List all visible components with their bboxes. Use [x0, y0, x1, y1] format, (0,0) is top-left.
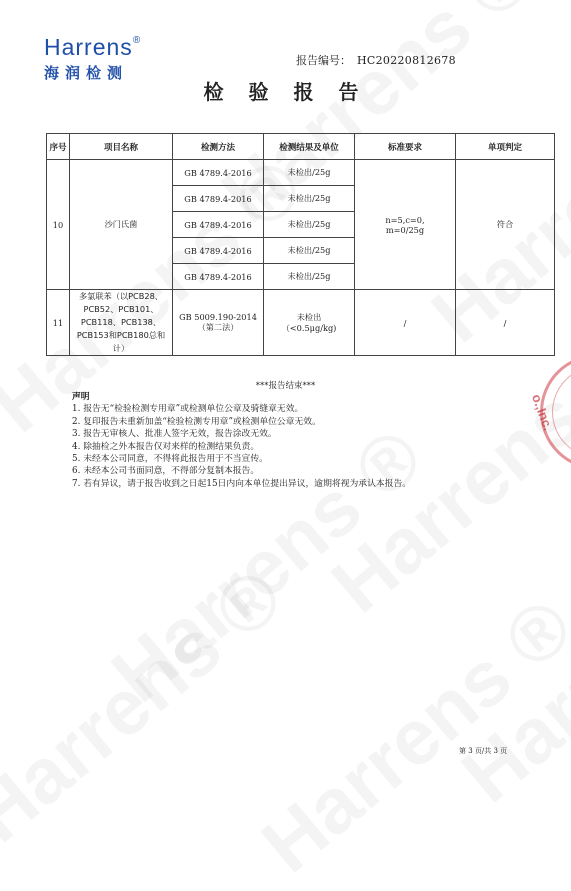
note-item: 4. 除抽检之外本报告仅对来样的检测结果负责。: [72, 441, 260, 452]
test-result: [264, 290, 355, 356]
test-result: 未检出/25g: [264, 160, 355, 186]
row-number: 11: [47, 290, 70, 356]
table-header-row: [47, 134, 555, 160]
judgement: 符合: [456, 160, 555, 290]
test-result: 未检出/25g: [264, 238, 355, 264]
test-method: [173, 290, 264, 356]
standard-requirement: [355, 160, 456, 290]
item-name: 沙门氏菌: [70, 160, 173, 290]
test-method: GB 4789.4-2016: [173, 160, 264, 186]
registered-mark: ®: [132, 35, 142, 46]
column-header: 序号: [47, 134, 70, 160]
report-end-mark: ***报告结束***: [255, 381, 316, 391]
notes-list: [72, 403, 411, 490]
note-item: 6. 未经本公司书面同意，不得部分复制本报告。: [72, 466, 260, 477]
method-line: GB 5009.190-2014: [179, 312, 257, 322]
item-name-line: 多氯联苯（以PCB28、: [78, 291, 163, 301]
result-line: （<0.5μg/kg): [281, 322, 337, 333]
standard-line: m=0/25g: [385, 224, 425, 235]
column-header: 项目名称: [70, 134, 173, 160]
test-method: GB 4789.4-2016: [173, 238, 264, 264]
method-line: （第二法）: [197, 322, 239, 332]
logo-name-en: Harrens: [44, 34, 133, 60]
item-name-line: 计）: [112, 343, 130, 353]
page-number: 第 3 页/共 3 页: [459, 747, 508, 755]
report-number-label: 报告编号：: [296, 54, 351, 67]
test-result: 未检出/25g: [264, 212, 355, 238]
note-item: 1. 报告无“检验检测专用章”或检测单位公章及骑缝章无效。: [72, 404, 304, 415]
test-method: GB 4789.4-2016: [173, 264, 264, 290]
table-row: [47, 290, 555, 356]
column-header: 单项判定: [456, 134, 555, 160]
seal-text: o.,Inc.: [528, 392, 556, 433]
table-row: [47, 160, 555, 186]
report-number: [296, 52, 456, 68]
note-item: 2. 复印报告未重新加盖“检验检测专用章”或检测单位公章无效。: [72, 416, 321, 427]
logo-name-cn: 海润检测: [44, 64, 129, 82]
test-result: 未检出/25g: [264, 186, 355, 212]
item-name-line: PCB118、PCB138、: [80, 317, 162, 327]
test-method: GB 4789.4-2016: [173, 186, 264, 212]
test-method: GB 4789.4-2016: [173, 212, 264, 238]
report-number-value: HC20220812678: [357, 54, 456, 67]
notes-heading: 声明: [72, 392, 90, 402]
note-item: 3. 报告无审核人、批准人签字无效，报告涂改无效。: [72, 429, 277, 440]
result-line: 未检出: [296, 311, 322, 322]
column-header: 标准要求: [355, 134, 456, 160]
results-table: [46, 133, 555, 356]
column-header: 检测方法: [173, 134, 264, 160]
judgement: /: [456, 290, 555, 356]
item-name-line: PCB153和PCB180总和: [76, 330, 166, 340]
watermark: [444, 510, 571, 820]
watermark: [0, 550, 299, 860]
page-title: 检 验 报 告: [203, 80, 368, 104]
standard-line: n=5,c=0,: [385, 214, 425, 225]
item-name: [70, 290, 173, 356]
note-item: 5. 未经本公司同意，不得将此报告用于不当宣传。: [72, 454, 268, 465]
note-item: 7. 若有异议，请于报告收到之日起15日内向本单位提出异议，逾期将视为承认本报告。: [72, 478, 412, 489]
standard-requirement: /: [355, 290, 456, 356]
item-name-line: PCB52、PCB101、: [83, 304, 159, 314]
column-header: 检测结果及单位: [264, 134, 355, 160]
watermark: [244, 580, 571, 890]
declaration-notes: [72, 391, 411, 490]
row-number: 10: [47, 160, 70, 290]
test-result: 未检出/25g: [264, 264, 355, 290]
